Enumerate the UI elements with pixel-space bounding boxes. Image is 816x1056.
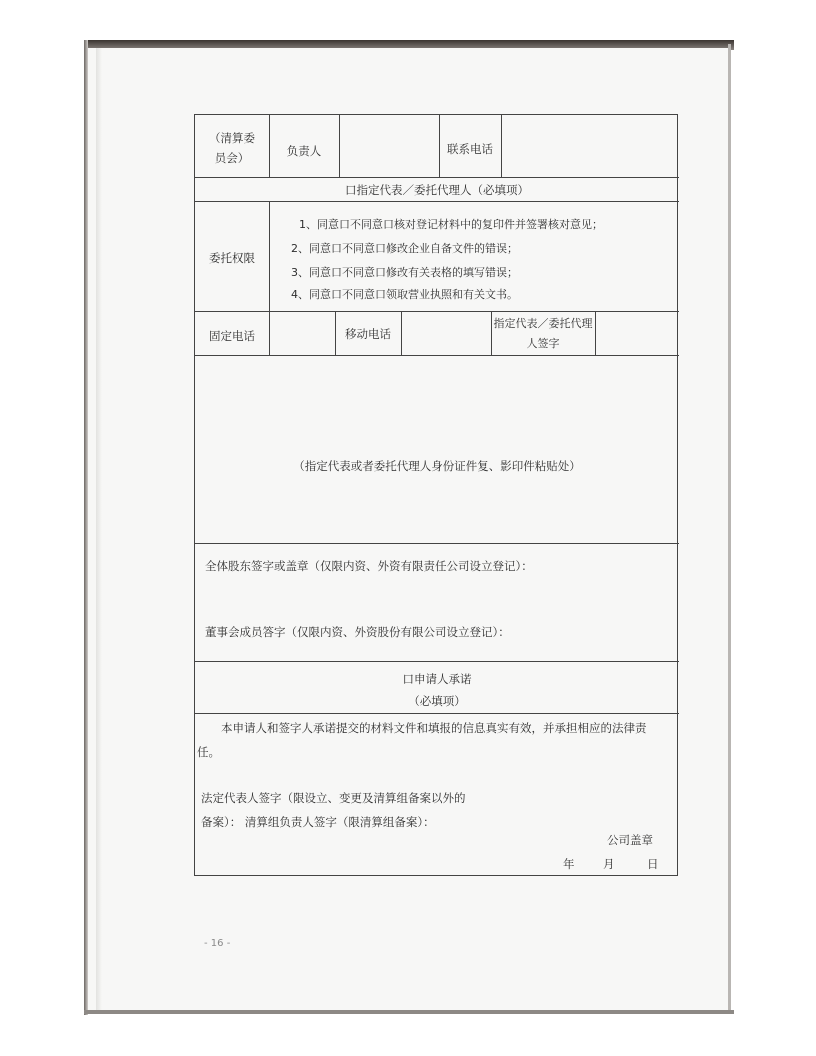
- row-divider: [195, 201, 679, 202]
- row-divider: [195, 311, 679, 312]
- legal-representative-signature-line2: 备案）： 清算组负责人签字（限清算组备案）：: [201, 815, 435, 829]
- authority-label: 委托权限: [209, 251, 255, 265]
- date-month-label: 月: [603, 857, 615, 871]
- row-divider: [195, 713, 679, 714]
- row-divider: [195, 177, 679, 178]
- designated-representative-header: 口指定代表／委托代理人（必填项）: [345, 183, 529, 197]
- page-number: - 16 -: [204, 938, 231, 949]
- paper-fold-shadow: [96, 48, 102, 1010]
- contact-phone-label: 联系电话: [447, 142, 493, 156]
- date-year-label: 年: [563, 857, 575, 871]
- fixed-phone-label: 固定电话: [209, 329, 255, 343]
- cell-divider: [401, 311, 402, 355]
- cell-divider: [269, 311, 270, 355]
- row-divider: [195, 543, 679, 544]
- directors-signature-line: 董事会成员答字（仅限内资、外资股份有限公司设立登记）：: [205, 625, 510, 639]
- authority-item: 1、同意口不同意口核对登记材料中的复印件并签署核对意见；: [299, 218, 603, 231]
- authority-item: 2、同意口不同意口修改企业自备文件的错误；: [291, 242, 518, 255]
- shareholders-signature-line: 全体股东签字或盖章（仅限内资、外资有限责任公司设立登记）：: [205, 559, 533, 573]
- commitment-text-line2: 任。: [197, 745, 220, 759]
- cell-divider: [269, 201, 270, 311]
- date-day-label: 日: [647, 857, 659, 871]
- registration-form-table: [194, 114, 678, 876]
- legal-representative-signature-line1: 法定代表人签字（限设立、变更及清算组备案以外的: [201, 791, 466, 805]
- row-divider: [195, 661, 679, 662]
- scan-edge-right: [728, 44, 731, 1014]
- applicant-commitment-header: 口申请人承诺: [402, 672, 472, 686]
- authority-item: 3、同意口不同意口修改有关表格的填写错误；: [291, 266, 518, 279]
- cell-divider: [339, 115, 340, 177]
- required-item-note: （必填项）: [408, 694, 466, 708]
- cell-divider: [595, 311, 596, 355]
- representative-signature-label-line1: 指定代表／委托代理: [493, 317, 593, 330]
- liquidation-committee-label-line2: 员会）: [214, 151, 250, 165]
- liquidation-committee-label-line1: （清算委: [209, 131, 255, 145]
- cell-divider: [501, 115, 502, 177]
- scan-edge-bottom: [84, 1010, 734, 1014]
- id-copy-paste-area: （指定代表或者委托代理人身份证件复、影印件粘贴处）: [293, 459, 581, 473]
- authority-item: 4、同意口不同意口领取营业执照和有关文书。: [291, 288, 518, 301]
- row-divider: [195, 355, 679, 356]
- person-in-charge-label: 负责人: [286, 144, 322, 158]
- mobile-phone-label: 移动电话: [345, 327, 391, 341]
- company-seal-label: 公司盖章: [607, 833, 653, 847]
- representative-signature-label-line2: 人签字: [526, 337, 560, 350]
- commitment-text-line1: 本申请人和签字人承诺提交的材料文件和填报的信息真实有效，并承担相应的法律责: [221, 721, 647, 735]
